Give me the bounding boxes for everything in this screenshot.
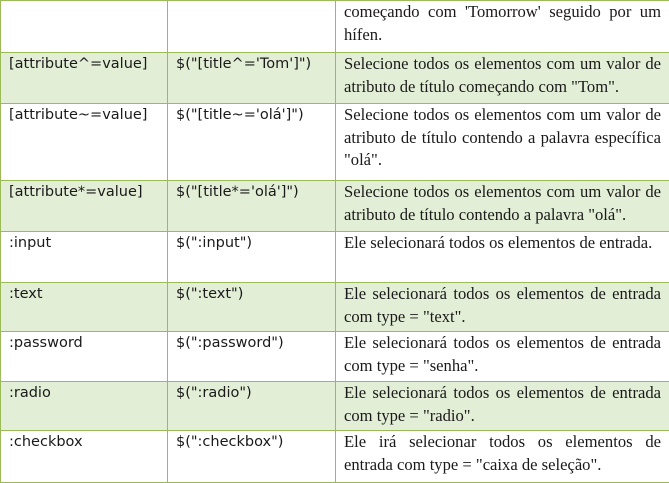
table-row — [1, 181, 669, 232]
description-cell: Ele selecionará todos os elementos de entrada com type = "senha". — [336, 332, 669, 382]
selector-cell: [attribute*=value] — [1, 181, 168, 232]
description-cell: Ele irá selecionar todos os elementos de entrada com type = "caixa de seleção". — [336, 431, 669, 483]
selector-cell: [attribute~=value] — [1, 104, 168, 181]
example-cell: $("[title~='olá']") — [168, 104, 336, 181]
selector-cell — [1, 1, 168, 53]
table-row — [1, 104, 669, 181]
example-cell: $(":radio") — [168, 382, 336, 431]
example-cell — [168, 1, 336, 53]
example-cell: $(":checkbox") — [168, 431, 336, 483]
description-cell: começando com 'Tomorrow' seguido por um hífen. — [336, 1, 669, 53]
example-cell: $("[title^='Tom']") — [168, 53, 336, 104]
selector-cell: :input — [1, 232, 168, 283]
example-cell: $(":text") — [168, 283, 336, 332]
description-cell: Ele selecionará todos os elementos de entrada com type = "text". — [336, 283, 669, 332]
selector-cell: :checkbox — [1, 431, 168, 483]
selector-cell: :radio — [1, 382, 168, 431]
example-cell: $("[title*='olá']") — [168, 181, 336, 232]
example-cell: $(":password") — [168, 332, 336, 382]
selector-cell: :password — [1, 332, 168, 382]
description-cell: Selecione todos os elementos com um valor de atributo de título começando com "Tom". — [336, 53, 669, 104]
table-row — [1, 431, 669, 483]
description-cell: Selecione todos os elementos com um valor de atributo de título contendo a palavra específica "olá". — [336, 104, 669, 181]
table-row — [1, 283, 669, 332]
table-row — [1, 332, 669, 382]
example-cell: $(":input") — [168, 232, 336, 283]
table-row — [1, 53, 669, 104]
description-cell: Selecione todos os elementos com um valor de atributo de título contendo a palavra "olá". — [336, 181, 669, 232]
selector-cell: [attribute^=value] — [1, 53, 168, 104]
selector-cell: :text — [1, 283, 168, 332]
table-row — [1, 1, 669, 53]
table-row — [1, 382, 669, 431]
table-row — [1, 232, 669, 283]
description-cell: Ele selecionará todos os elementos de entrada. — [336, 232, 669, 283]
description-cell: Ele selecionará todos os elementos de entrada com type = "radio". — [336, 382, 669, 431]
